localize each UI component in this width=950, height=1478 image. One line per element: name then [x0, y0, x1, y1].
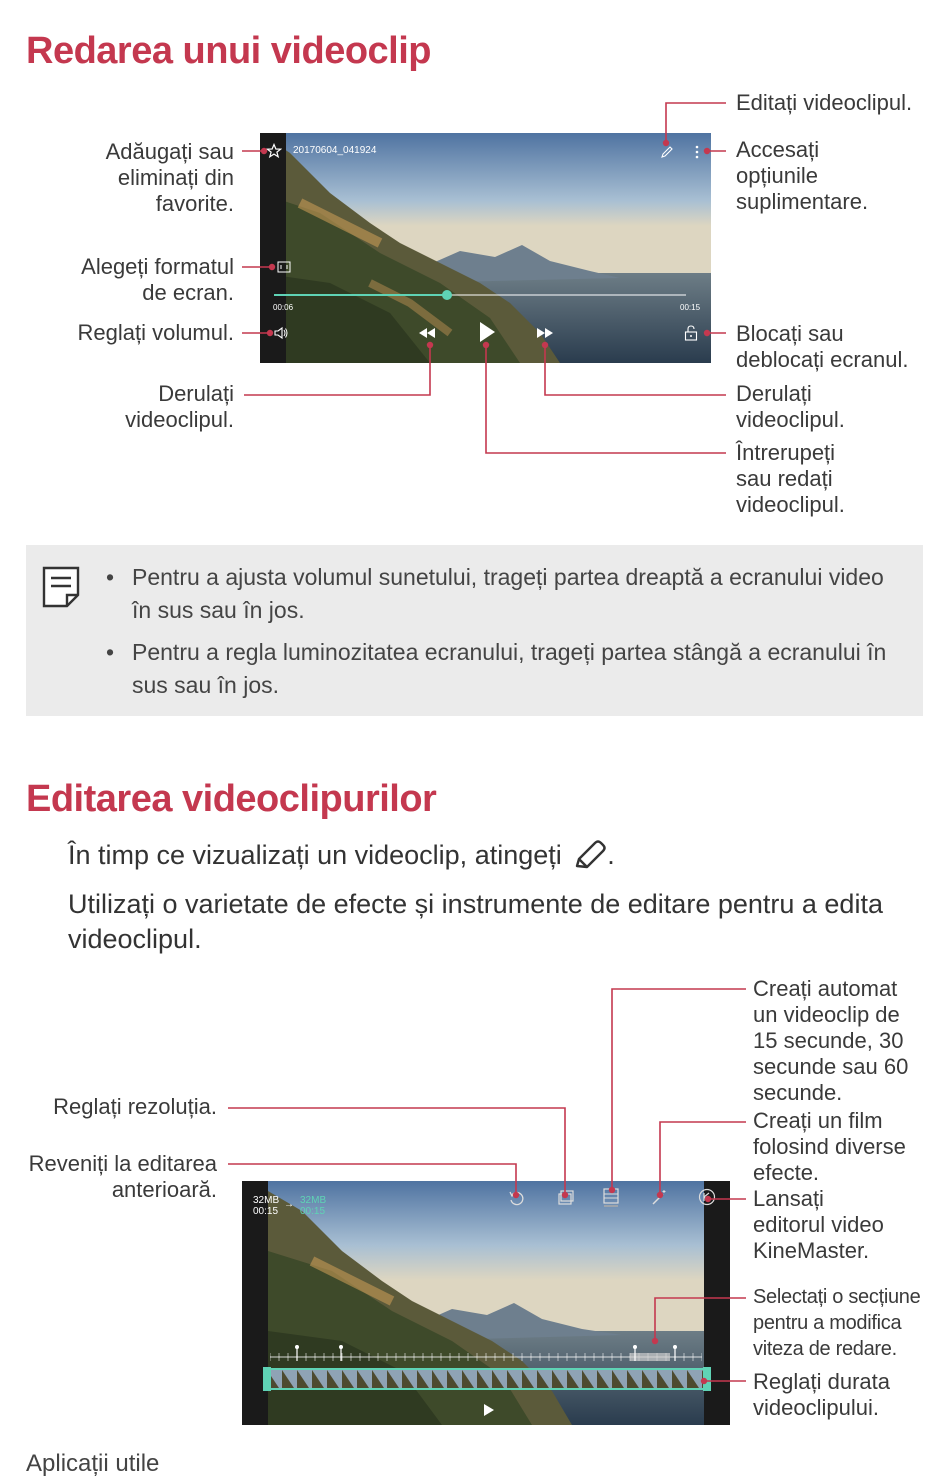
callout-format: Alegeți formatul de ecran. — [81, 254, 234, 305]
time-to: 00:15 — [300, 1206, 326, 1217]
section-title-playback: Redarea unui videoclip — [26, 30, 431, 72]
callout-edit: Editați videoclipul. — [736, 90, 913, 115]
callout-rewind: Derulați videoclipul. — [125, 381, 234, 432]
paragraph-1-end: . — [607, 840, 615, 870]
size-to: 32MB — [300, 1195, 327, 1206]
video-filename: 20170604_041924 — [293, 145, 377, 156]
note-text-2: Pentru a regla luminozitatea ecranului, trageți partea stângă a ecranului în sus sau în jos. — [132, 639, 887, 698]
time-total: 00:15 — [680, 303, 701, 312]
callout-auto: Creați automat un videoclip de 15 secunde, 30 secunde sau 60 secunde. — [753, 976, 909, 1105]
callout-options: Accesați opțiunile suplimentare. — [736, 137, 869, 214]
callout-resolution: Reglați rezoluția. — [53, 1094, 217, 1119]
section-title-editing: Editarea videoclipurilor — [26, 778, 437, 820]
callout-film: Creați un film folosind diverse efecte. — [753, 1108, 906, 1185]
bullet: • — [106, 564, 115, 590]
arrow-glyph: → — [284, 1199, 294, 1210]
time-current: 00:06 — [273, 303, 294, 312]
callout-duration: Reglați durata videoclipului. — [753, 1369, 890, 1420]
paragraph-2: Utilizați o varietate de efecte și instrumente de editare pentru a edita videoclipul. — [68, 889, 883, 954]
callout-undo: Reveniți la editarea anterioară. — [28, 1151, 217, 1202]
bullet: • — [106, 639, 115, 665]
callout-volume: Reglați volumul. — [77, 320, 234, 345]
callout-kinemaster: Lansați editorul video KineMaster. — [753, 1186, 884, 1263]
page-footer: Aplicații utile — [26, 1450, 160, 1477]
paragraph-1-text: În timp ce vizualizați un videoclip, atingeți — [68, 840, 562, 870]
time-from: 00:15 — [253, 1206, 279, 1217]
callout-favorite: Adăugați sau eliminați din favorite. — [105, 139, 234, 216]
size-from: 32MB — [253, 1195, 280, 1206]
callout-speed: Selectați o secțiune pentru a modifica viteza de redare. — [753, 1286, 921, 1360]
callout-play: Întrerupeți sau redați videoclipul. — [736, 440, 845, 517]
callout-forward: Derulați videoclipul. — [736, 381, 845, 432]
note-text-1: Pentru a ajusta volumul sunetului, trageți partea dreaptă a ecranului video în sus sau în jos. — [132, 564, 884, 623]
callout-lock: Blocați sau deblocați ecranul. — [736, 321, 909, 372]
